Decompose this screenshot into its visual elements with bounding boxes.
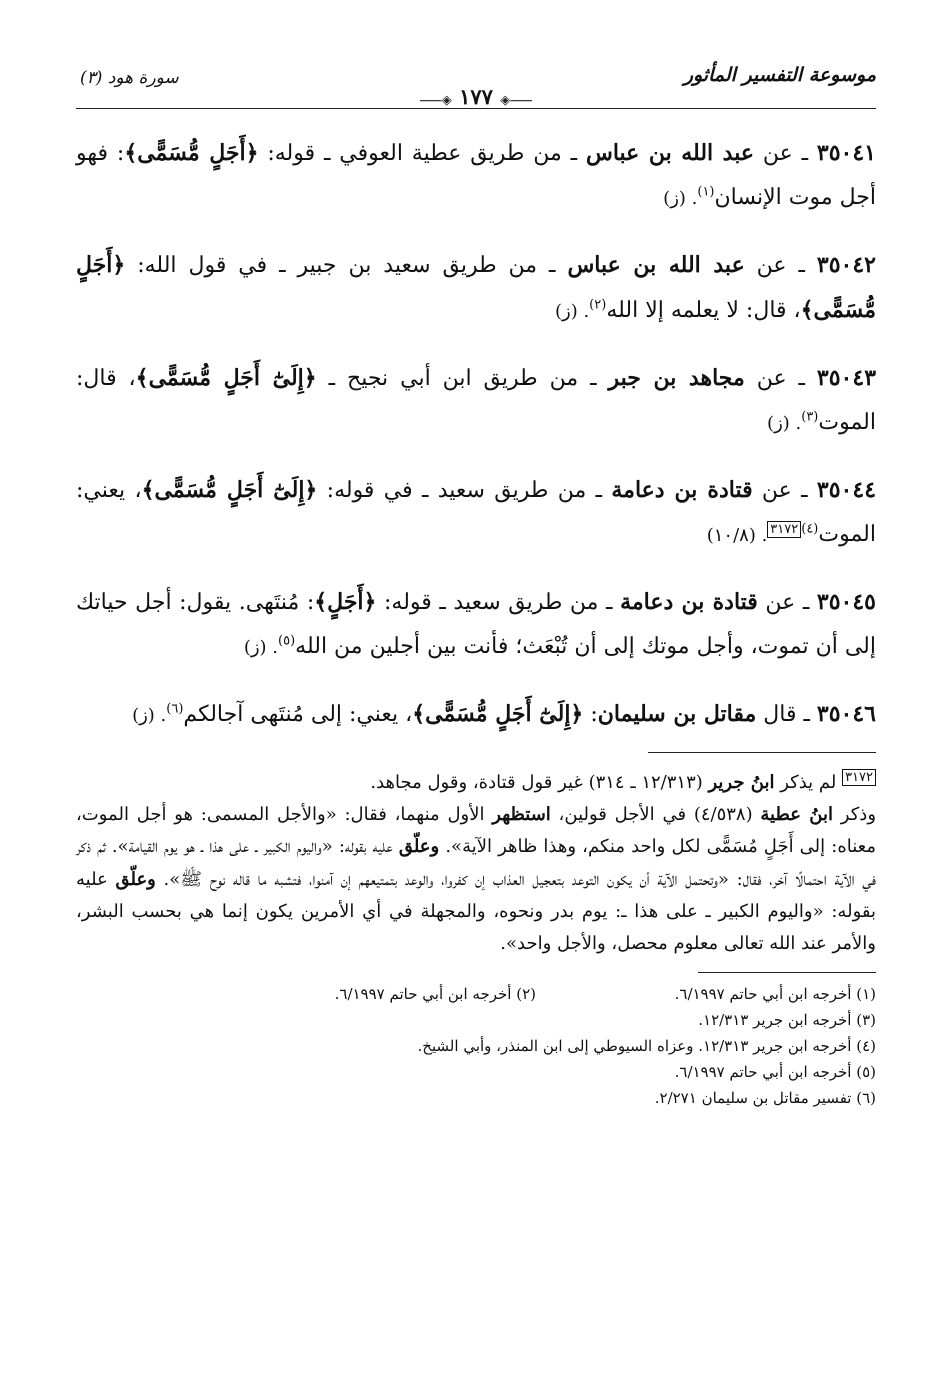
surah-name: سورة هود (٣): [80, 68, 179, 88]
entry-text: ـ عن: [752, 478, 817, 503]
entry: [76, 356, 876, 446]
entry-text: ـ من طريق سعيد ـ قوله:: [376, 590, 621, 615]
entry-number: ٣٥٠٤٤: [816, 477, 877, 503]
footnote-ref[interactable]: (١): [697, 184, 715, 200]
page-number-text: ١٧٧: [459, 84, 493, 109]
entry: [76, 580, 876, 670]
quran-quote: ﴿أَجَلٍ مُّسَمًّى﴾: [124, 140, 259, 166]
commentary-text: عليه بقوله: «واليوم الكبير ـ على هذا ـ: يوم بدر ونحوه، والمجهلة في أي الأمرين يكون إنما هي بحسب البشر، والأمر عند الله تعالى معلوم محصل، والأجل واحد».: [76, 868, 876, 955]
entry-number: ٣٥٠٤٥: [816, 589, 876, 615]
quran-quote: ﴿إِلَىٰٓ أَجَلٍ مُّسَمًّى﴾: [141, 477, 318, 503]
entry-text: ـ من طريق ابن أبي نجيح ـ: [316, 366, 609, 391]
entry-tag: . (ز): [767, 413, 802, 434]
book-title: موسوعة التفسير المأثور: [683, 64, 876, 86]
entry-tag: . (ز): [132, 705, 167, 726]
footnote: (١) أخرجه ابن أبي حاتم ٦/١٩٩٧.: [674, 985, 876, 1004]
commentary-text: (١٢/٣١٣ ـ ٣١٤) غير قول قتادة، وقول مجاهد.: [370, 772, 709, 793]
keyword: استظهر: [492, 804, 551, 826]
entry-text: : مُنتَهى. يقول: أجل حياتك إلى أن تموت، وأجل موتك إلى أن تُبْعَث؛ فأنت بين أجلين من الله: [76, 590, 876, 659]
entry-text: ، يعني: الموت: [76, 478, 876, 547]
footnote: (٦) تفسير مقاتل بن سليمان ٢/٢٧١.: [654, 1089, 876, 1108]
keyword: وعلّق: [115, 868, 156, 890]
entry-text: ـ قال: [756, 702, 817, 727]
page: [76, 62, 876, 1111]
footnote: (٢) أخرجه ابن أبي حاتم ٦/١٩٩٧.: [334, 985, 536, 1004]
ornament-icon: ⸺◈: [500, 93, 533, 108]
commentary-separator: [648, 752, 876, 753]
scholar-name: ابنُ جرير: [708, 772, 775, 793]
entry-text: ـ من طريق سعيد ـ في قوله:: [317, 478, 612, 503]
narrator-name: عبد الله بن عباس: [567, 252, 745, 278]
narrator-name: عبد الله بن عباس: [585, 140, 754, 166]
footnote-ref[interactable]: (٣): [801, 409, 819, 425]
quran-quote: ﴿أَجَلٍ﴾: [314, 589, 377, 615]
entry-tag: . (ز): [554, 301, 590, 322]
footnotes: [76, 981, 876, 1111]
quran-quote: ﴿إِلَىٰٓ أَجَلٍ مُّسَمًّى﴾: [135, 365, 317, 391]
commentary-text: عليه بقوله: «واليوم الكبير ـ على هذا ـ هو يوم القيامة». ثم ذكر في الآية احتمالًا آخر، فقال: «وتحتمل الآية أن يكون التوعد بتعجيل العذاب إن كفروا، والوعد بتمتيعهم إن آمنوا، فتشبه ما قاله نوح ﷺ».: [76, 836, 876, 890]
footnote-ref[interactable]: (٦): [166, 701, 184, 717]
entry-tag: . (ز): [243, 637, 279, 658]
entry-tag: . (١٠/٨): [706, 525, 768, 546]
commentary-text: لم يذكر: [774, 772, 843, 793]
footnote-ref[interactable]: (٥): [278, 633, 296, 649]
narrator-name: قتادة بن دعامة: [620, 589, 758, 615]
comment-ref-box[interactable]: ٣١٧٢: [767, 521, 801, 538]
footnote: (٤) أخرجه ابن جرير ١٢/٣١٣. وعزاه السيوطي إلى ابن المنذر، وأبي الشيخ.: [417, 1037, 876, 1056]
entry: [76, 692, 876, 738]
footnote: (٣) أخرجه ابن جرير ١٢/٣١٣.: [698, 1011, 876, 1030]
commentary-block: [76, 767, 876, 960]
entry-text: ـ عن: [753, 141, 817, 166]
narrator-name: مقاتل بن سليمان: [597, 701, 757, 727]
entry-number: ٣٥٠٤٦: [816, 701, 876, 727]
entry-text: : فهو أجل موت الإنسان: [76, 141, 876, 210]
entry-tag: . (ز): [663, 188, 698, 209]
entry-text: ، يعني: إلى مُنتَهى آجالكم: [183, 702, 413, 727]
footnote-row: [76, 981, 876, 1007]
footnotes-separator: [698, 972, 876, 973]
page-number: [420, 84, 532, 109]
entries: [76, 131, 876, 738]
entry-text: ـ عن: [744, 253, 817, 278]
entry-text: ، قال: لا يعلمه إلا الله: [606, 298, 801, 323]
entry: [76, 468, 876, 558]
entry-text: ـ من طريق عطية العوفي ـ قوله:: [258, 141, 586, 166]
quran-quote: ﴿أَجَلٍ مُّسَمًّى﴾: [76, 252, 876, 323]
entry-text: :: [583, 702, 598, 727]
entry-text: ـ عن: [744, 366, 817, 391]
entry-number: ٣٥٠٤١: [816, 140, 876, 166]
commentary-text: الأول منهما، فقال: «والأجل المسمى: هو أجل الموت، معناه: إلى أَجَلٍ مُسَمًّى لكل واحد منكم، وهذا ظاهر الآية».: [76, 804, 876, 858]
keyword: وعلّق: [398, 836, 440, 858]
entry-text: ، قال: الموت: [76, 366, 876, 435]
footnote-ref[interactable]: (٢): [589, 297, 607, 313]
entry-text: ـ عن: [757, 590, 817, 615]
page-header: [76, 62, 876, 114]
entry: [76, 243, 876, 334]
narrator-name: قتادة بن دعامة: [611, 477, 753, 503]
ornament-icon: ◈⸺: [419, 93, 452, 108]
narrator-name: مجاهد بن جبر: [608, 365, 745, 391]
scholar-name: ابنُ عطية: [760, 804, 834, 826]
entry-text: ـ من طريق سعيد بن جبير ـ في قول الله:: [125, 253, 568, 278]
commentary-text: (٤/٥٣٨) في الأجل قولين،: [550, 804, 761, 826]
commentary-text: وذكر: [833, 804, 877, 826]
entry: [76, 131, 876, 221]
entry-number: ٣٥٠٤٣: [816, 365, 877, 391]
footnote: (٥) أخرجه ابن أبي حاتم ٦/١٩٩٧.: [674, 1063, 876, 1082]
comment-number-box: ٣١٧٢: [842, 769, 876, 786]
entry-number: ٣٥٠٤٢: [816, 252, 876, 278]
quran-quote: ﴿إِلَىٰٓ أَجَلٍ مُّسَمًّى﴾: [412, 701, 584, 727]
footnote-ref[interactable]: (٤): [801, 521, 819, 537]
